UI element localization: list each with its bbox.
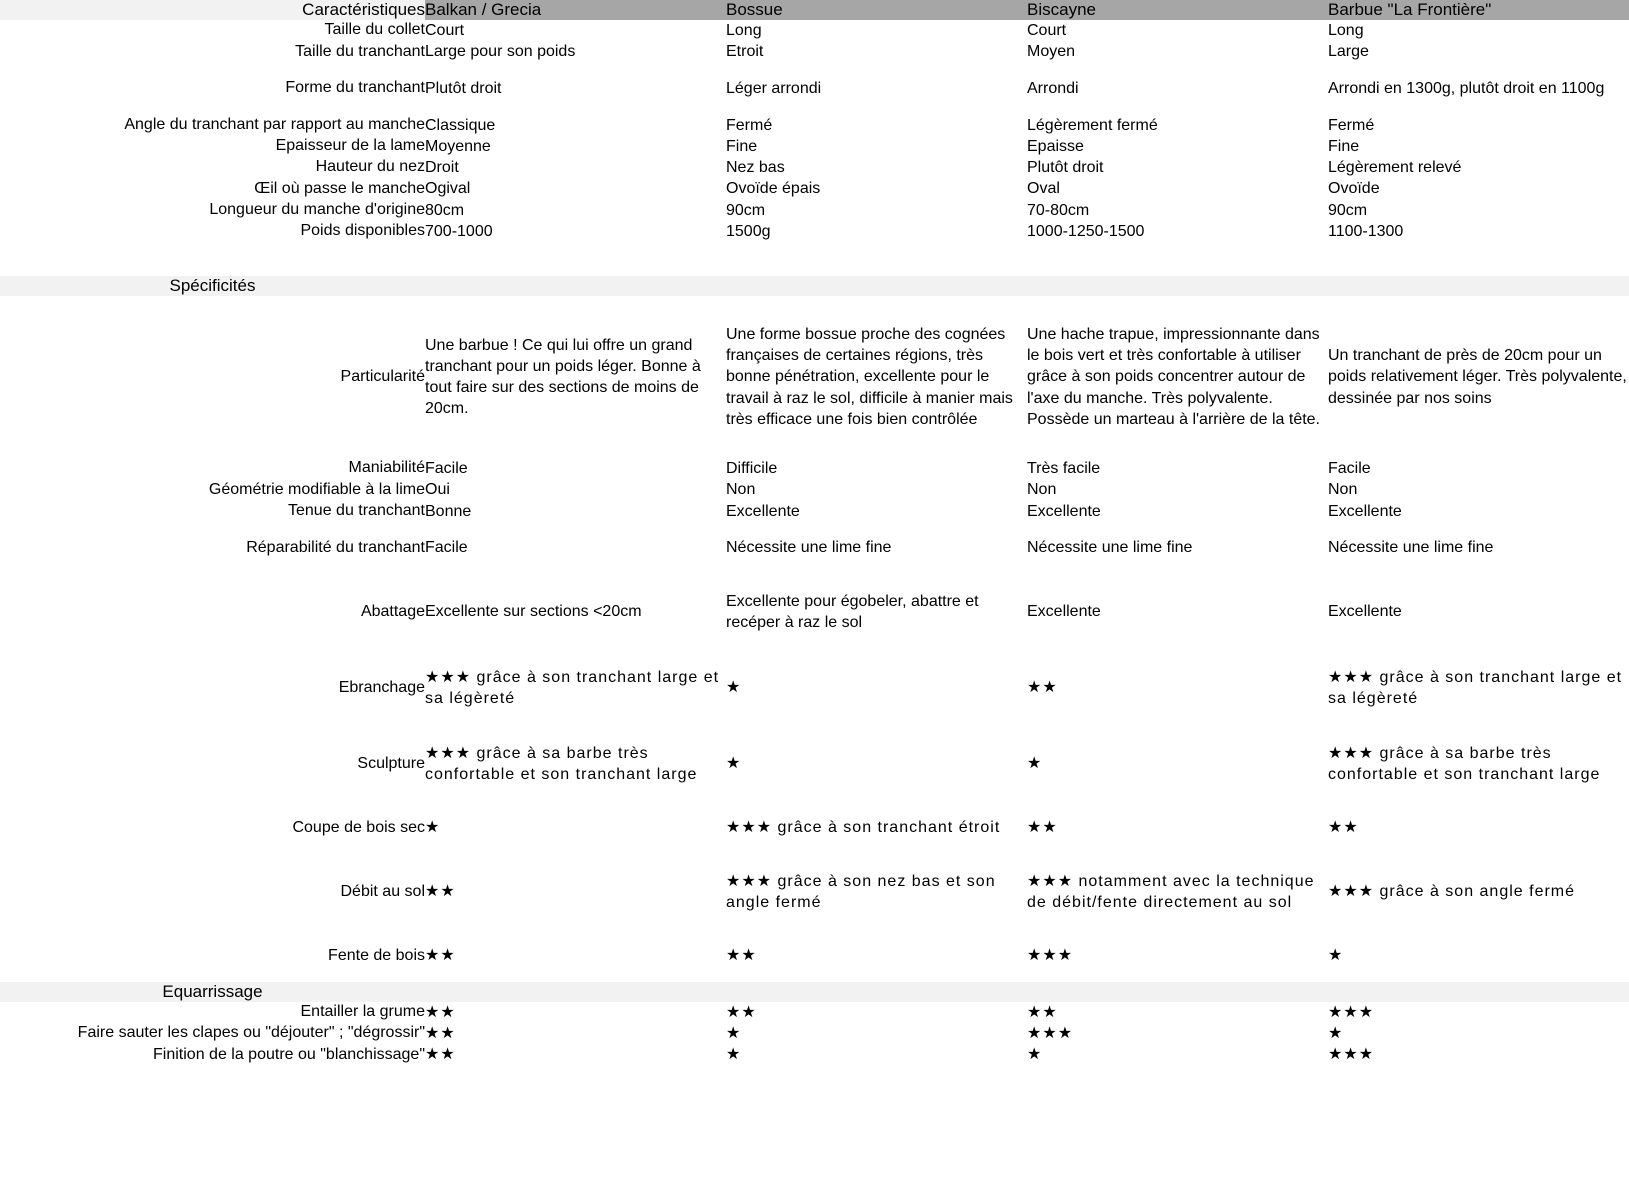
section-header-row-specificites: [0, 276, 1629, 296]
row-label: Débit au sol: [340, 882, 425, 900]
cell-taille-du-tranchant-balkan: Large pour son poids: [425, 43, 576, 61]
cell-debit-au-sol-barbue: ★★★ grâce à son angle fermé: [1328, 883, 1576, 901]
cell-maniabilite-biscayne: Très facile: [1027, 460, 1101, 478]
cell-il-ou-passe-le-manche-barbue: Ovoïde: [1328, 180, 1380, 198]
spacer-cell-balkan: [425, 242, 726, 276]
cell-finition-de-la-poutre-ou-blanchissage-bossue: ★: [726, 1046, 742, 1064]
cell-forme-du-tranchant-bossue: Léger arrondi: [726, 79, 822, 97]
cell-coupe-de-bois-sec-barbue: ★★: [1328, 819, 1359, 837]
cell-finition-de-la-poutre-ou-blanchissage-balkan: ★★: [425, 1046, 456, 1064]
cell-maniabilite-bossue: Difficile: [726, 460, 778, 478]
cell-poids-disponibles-biscayne: 1000-1250-1500: [1027, 222, 1145, 240]
cell-maniabilite-barbue: Facile: [1328, 460, 1371, 478]
cell-ebranchage-bossue: ★: [726, 679, 742, 697]
table-row-angle-du-tranchant-par-rapport-au-manche: [0, 115, 1629, 136]
cell-tenue-du-tranchant-barbue: Excellente: [1328, 502, 1402, 520]
cell-ebranchage-balkan: ★★★ grâce à son tranchant large et sa légèreté: [425, 668, 720, 707]
spacer-label-cell: [0, 242, 425, 276]
table-row-geometrie-modifiable-a-la-lime: [0, 479, 1629, 500]
cell-fente-de-bois-balkan: ★★: [425, 947, 456, 965]
cell-hauteur-du-nez-biscayne: Plutôt droit: [1027, 159, 1104, 177]
spacer-cell-biscayne: [1027, 242, 1328, 276]
cell-fente-de-bois-bossue: ★★: [726, 947, 757, 965]
cell-reparabilite-du-tranchant-biscayne: Nécessite une lime fine: [1027, 539, 1193, 557]
cell-hauteur-du-nez-barbue: Légèrement relevé: [1328, 159, 1462, 177]
cell-faire-sauter-les-clapes-ou-dejouter-degrossir-balkan: ★★: [425, 1025, 456, 1043]
row-label: Faire sauter les clapes ou "déjouter" ; "dégrossir": [77, 1024, 425, 1042]
cell-particularite-balkan: Une barbue ! Ce qui lui offre un grand tranchant pour un poids léger. Bonne à tout faire sur des sections de moins de 20cm.: [425, 336, 701, 418]
cell-particularite-bossue: Une forme bossue proche des cognées françaises de certaines régions, très bonne pénétration, excellente pour le travail à raz le sol, difficile à manier mais très efficace une fois bien contrôlée: [726, 325, 1013, 429]
table-row-forme-du-tranchant: [0, 63, 1629, 115]
column-header-balkan-grecia: Balkan / Grecia: [425, 0, 726, 20]
cell-taille-du-tranchant-barbue: Large: [1328, 43, 1369, 61]
cell-longueur-du-manche-d-origine-balkan: 80cm: [425, 201, 465, 219]
row-label: Angle du tranchant par rapport au manche: [124, 115, 425, 133]
cell-poids-disponibles-balkan: 700-1000: [425, 222, 493, 240]
cell-debit-au-sol-biscayne: ★★★ notamment avec la technique de débit/fente directement au sol: [1027, 872, 1315, 911]
row-label: Taille du collet: [324, 21, 425, 39]
table-row-hauteur-du-nez: [0, 157, 1629, 178]
cell-epaisseur-de-la-lame-balkan: Moyenne: [425, 137, 491, 155]
cell-ebranchage-barbue: ★★★ grâce à son tranchant large et sa légèreté: [1328, 668, 1623, 707]
cell-forme-du-tranchant-biscayne: Arrondi: [1027, 79, 1079, 97]
cell-sculpture-biscayne: ★: [1027, 755, 1043, 773]
cell-faire-sauter-les-clapes-ou-dejouter-degrossir-bossue: ★: [726, 1025, 742, 1043]
table-row-sculpture: [0, 726, 1629, 802]
row-label: Maniabilité: [348, 459, 425, 477]
row-label: Coupe de bois sec: [292, 818, 425, 836]
row-label: Abattage: [360, 602, 425, 620]
cell-finition-de-la-poutre-ou-blanchissage-barbue: ★★★: [1328, 1046, 1375, 1064]
cell-geometrie-modifiable-a-la-lime-biscayne: Non: [1027, 481, 1057, 499]
column-header-biscayne: Biscayne: [1027, 0, 1328, 20]
table-row-taille-du-collet: [0, 20, 1629, 41]
row-label: Particularité: [340, 367, 425, 385]
row-label: Poids disponibles: [300, 222, 425, 240]
section-header-row-equarrissage: [0, 982, 1629, 1002]
cell-geometrie-modifiable-a-la-lime-barbue: Non: [1328, 481, 1358, 499]
section-cell-bossue: [726, 276, 1027, 296]
row-label: Œil où passe le manche: [254, 179, 425, 197]
cell-abattage-bossue: Excellente pour égobeler, abattre et recéper à raz le sol: [726, 592, 979, 631]
row-label: Hauteur du nez: [315, 158, 425, 176]
cell-abattage-balkan: Excellente sur sections <20cm: [425, 603, 642, 621]
cell-geometrie-modifiable-a-la-lime-balkan: Oui: [425, 481, 450, 499]
row-label: Fente de bois: [328, 946, 425, 964]
cell-taille-du-collet-bossue: Long: [726, 22, 762, 39]
cell-abattage-barbue: Excellente: [1328, 603, 1402, 621]
cell-sculpture-barbue: ★★★ grâce à sa barbe très confortable et son tranchant large: [1328, 744, 1601, 783]
cell-abattage-biscayne: Excellente: [1027, 603, 1101, 621]
cell-angle-du-tranchant-par-rapport-au-manche-barbue: Fermé: [1328, 116, 1375, 134]
row-label: Longueur du manche d'origine: [209, 200, 425, 218]
cell-tenue-du-tranchant-balkan: Bonne: [425, 502, 472, 520]
cell-taille-du-collet-balkan: Court: [425, 22, 465, 39]
table-row-debit-au-sol: [0, 854, 1629, 930]
table-row-finition-de-la-poutre-ou-blanchissage: [0, 1044, 1629, 1065]
cell-epaisseur-de-la-lame-biscayne: Epaisse: [1027, 137, 1084, 155]
cell-il-ou-passe-le-manche-bossue: Ovoïde épais: [726, 180, 821, 198]
column-header-barbue-la-frontiere: Barbue "La Frontière": [1328, 0, 1629, 20]
table-row-abattage: [0, 574, 1629, 650]
table-row-poids-disponibles: [0, 221, 1629, 242]
cell-longueur-du-manche-d-origine-barbue: 90cm: [1328, 201, 1368, 219]
column-header-characteristics: Caractéristiques: [0, 0, 425, 20]
table-body: [0, 20, 1629, 1066]
cell-hauteur-du-nez-bossue: Nez bas: [726, 159, 785, 177]
header-row: [0, 0, 1629, 20]
row-label: Réparabilité du tranchant: [246, 538, 425, 556]
section-cell-bossue: [726, 982, 1027, 1002]
section-title: Equarrissage: [0, 982, 425, 1002]
row-label: Epaisseur de la lame: [275, 137, 425, 155]
row-label: Ebranchage: [338, 678, 425, 696]
section-cell-barbue: [1328, 982, 1629, 1002]
table-header: [0, 0, 1629, 20]
cell-entailler-la-grume-bossue: ★★: [726, 1003, 757, 1021]
spacer-cell-bossue: [726, 242, 1027, 276]
table-row-maniabilite: [0, 458, 1629, 479]
section-cell-barbue: [1328, 276, 1629, 296]
column-header-bossue: Bossue: [726, 0, 1027, 20]
cell-hauteur-du-nez-balkan: Droit: [425, 159, 459, 177]
cell-geometrie-modifiable-a-la-lime-bossue: Non: [726, 481, 756, 499]
cell-fente-de-bois-barbue: ★: [1328, 947, 1344, 965]
table-row-coupe-de-bois-sec: [0, 802, 1629, 854]
table-row-fente-de-bois: [0, 930, 1629, 982]
row-label: Tenue du tranchant: [288, 501, 425, 519]
cell-debit-au-sol-bossue: ★★★ grâce à son nez bas et son angle fermé: [726, 872, 996, 911]
cell-coupe-de-bois-sec-bossue: ★★★ grâce à son tranchant étroit: [726, 819, 1001, 837]
cell-reparabilite-du-tranchant-balkan: Facile: [425, 539, 468, 557]
cell-angle-du-tranchant-par-rapport-au-manche-balkan: Classique: [425, 116, 496, 134]
row-label: Sculpture: [357, 754, 425, 772]
cell-sculpture-balkan: ★★★ grâce à sa barbe très confortable et son tranchant large: [425, 744, 698, 783]
table-row-entailler-la-grume: [0, 1002, 1629, 1023]
cell-taille-du-collet-biscayne: Court: [1027, 22, 1067, 39]
cell-il-ou-passe-le-manche-balkan: Ogival: [425, 180, 471, 198]
section-cell-balkan: [425, 982, 726, 1002]
cell-particularite-barbue: Un tranchant de près de 20cm pour un poids relativement léger. Très polyvalente, dessinée par nos soins: [1328, 347, 1627, 407]
cell-faire-sauter-les-clapes-ou-dejouter-degrossir-barbue: ★: [1328, 1025, 1344, 1043]
cell-forme-du-tranchant-barbue: Arrondi en 1300g, plutôt droit en 1100g: [1328, 79, 1605, 97]
table-row-ebranchage: [0, 650, 1629, 726]
cell-reparabilite-du-tranchant-bossue: Nécessite une lime fine: [726, 539, 892, 557]
table-row-faire-sauter-les-clapes-ou-dejouter-degrossir: [0, 1023, 1629, 1044]
cell-fente-de-bois-biscayne: ★★★: [1027, 947, 1074, 965]
cell-ebranchage-biscayne: ★★: [1027, 679, 1058, 697]
table-spacer-row: [0, 242, 1629, 276]
cell-entailler-la-grume-biscayne: ★★: [1027, 1003, 1058, 1021]
table-row-il-ou-passe-le-manche: [0, 178, 1629, 199]
cell-faire-sauter-les-clapes-ou-dejouter-degrossir-biscayne: ★★★: [1027, 1025, 1074, 1043]
row-label: Taille du tranchant: [295, 42, 425, 60]
cell-debit-au-sol-balkan: ★★: [425, 883, 456, 901]
table-row-particularite: [0, 296, 1629, 458]
cell-coupe-de-bois-sec-balkan: ★: [425, 819, 441, 837]
cell-poids-disponibles-bossue: 1500g: [726, 222, 771, 240]
cell-tenue-du-tranchant-biscayne: Excellente: [1027, 502, 1101, 520]
row-label: Entailler la grume: [300, 1003, 425, 1021]
cell-longueur-du-manche-d-origine-biscayne: 70-80cm: [1027, 201, 1090, 219]
table-row-longueur-du-manche-d-origine: [0, 200, 1629, 221]
cell-taille-du-tranchant-biscayne: Moyen: [1027, 43, 1076, 61]
cell-epaisseur-de-la-lame-barbue: Fine: [1328, 137, 1360, 155]
section-cell-biscayne: [1027, 982, 1328, 1002]
cell-angle-du-tranchant-par-rapport-au-manche-bossue: Fermé: [726, 116, 773, 134]
cell-taille-du-tranchant-bossue: Etroit: [726, 43, 764, 61]
table-row-reparabilite-du-tranchant: [0, 522, 1629, 574]
section-title: Spécificités: [0, 276, 425, 296]
cell-entailler-la-grume-barbue: ★★★: [1328, 1003, 1375, 1021]
row-label: Forme du tranchant: [285, 79, 425, 97]
table-row-taille-du-tranchant: [0, 41, 1629, 62]
section-cell-balkan: [425, 276, 726, 296]
cell-tenue-du-tranchant-bossue: Excellente: [726, 502, 800, 520]
table-row-tenue-du-tranchant: [0, 501, 1629, 522]
cell-finition-de-la-poutre-ou-blanchissage-biscayne: ★: [1027, 1046, 1043, 1064]
cell-taille-du-collet-barbue: Long: [1328, 22, 1364, 39]
cell-sculpture-bossue: ★: [726, 755, 742, 773]
cell-coupe-de-bois-sec-biscayne: ★★: [1027, 819, 1058, 837]
cell-epaisseur-de-la-lame-bossue: Fine: [726, 137, 758, 155]
row-label: Finition de la poutre ou "blanchissage": [153, 1045, 425, 1063]
cell-angle-du-tranchant-par-rapport-au-manche-biscayne: Légèrement fermé: [1027, 116, 1158, 134]
cell-longueur-du-manche-d-origine-bossue: 90cm: [726, 201, 766, 219]
cell-entailler-la-grume-balkan: ★★: [425, 1003, 456, 1021]
spacer-cell-barbue: [1328, 242, 1629, 276]
cell-poids-disponibles-barbue: 1100-1300: [1328, 222, 1404, 240]
section-cell-biscayne: [1027, 276, 1328, 296]
cell-il-ou-passe-le-manche-biscayne: Oval: [1027, 180, 1060, 198]
cell-forme-du-tranchant-balkan: Plutôt droit: [425, 79, 502, 97]
cell-reparabilite-du-tranchant-barbue: Nécessite une lime fine: [1328, 539, 1494, 557]
row-label: Géométrie modifiable à la lime: [208, 480, 425, 498]
cell-particularite-biscayne: Une hache trapue, impressionnante dans le bois vert et très confortable à utiliser grâce à son poids concentrer autour de l'axe du manche. Très polyvalente. Possède un marteau à l'arrière de la tête.: [1027, 325, 1320, 429]
cell-maniabilite-balkan: Facile: [425, 460, 468, 478]
table-row-epaisseur-de-la-lame: [0, 136, 1629, 157]
